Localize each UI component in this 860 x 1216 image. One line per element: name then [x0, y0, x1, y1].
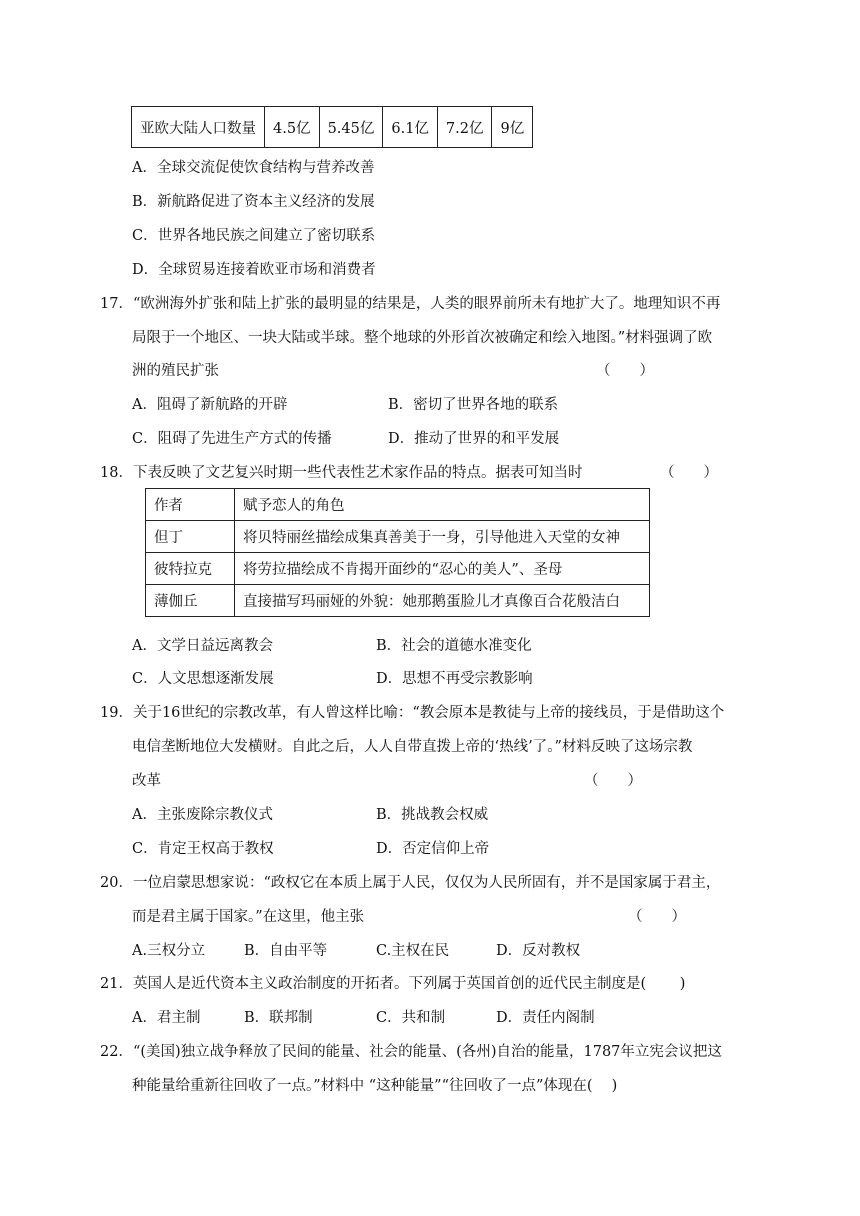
q20-option-d: D．反对教权: [496, 943, 581, 959]
q17-option-d: D．推动了世界的和平发展: [388, 431, 560, 447]
q18-option-b: B．社会的道德水准变化: [376, 638, 532, 654]
q18-answer-paren: （ ）: [660, 465, 718, 481]
table-header-cell: 作者: [146, 489, 235, 521]
q19-option-c: C．肯定王权高于教权: [132, 841, 274, 857]
q18-option-c: C．人文思想逐渐发展: [132, 671, 274, 687]
q19-stem-line: 电信垄断地位大发横财。自此之后，人人自带直拨上帝的‘热线’了。”材料反映了这场宗教: [132, 739, 693, 755]
q16-option-b: B．新航路促进了资本主义经济的发展: [132, 194, 375, 210]
table-row: [146, 585, 650, 617]
q19-option-d: D．否定信仰上帝: [376, 841, 490, 857]
q18-option-d: D．思想不再受宗教影响: [376, 671, 533, 687]
table-cell: 7.2亿: [437, 107, 492, 148]
population-table: [131, 106, 533, 148]
q21-option-c: C．共和制: [376, 1010, 446, 1026]
table-cell: 4.5亿: [265, 107, 320, 148]
q17-answer-paren: （ ）: [596, 363, 654, 379]
q18-stem: 18．下表反映了文艺复兴时期一些代表性艺术家作品的特点。据表可知当时: [100, 465, 583, 481]
table-cell: 将劳拉描绘成不肯揭开面纱的“忍心的美人”、圣母: [235, 553, 650, 585]
q17-stem-line: 局限于一个地区、一块大陆或半球。整个地球的外形首次被确定和绘入地图。”材料强调了欧: [132, 330, 713, 346]
q19-stem-line: 19．关于16世纪的宗教改革，有人曾这样比喻：“教会原本是教徒与上帝的接线员，于是借助这个: [100, 705, 725, 721]
q17-stem-line: 17．“欧洲海外扩张和陆上扩张的最明显的结果是，人类的眼界前所未有地扩大了。地理知识不再: [100, 296, 721, 312]
q22-stem-line: 22．“(美国)独立战争释放了民间的能量、社会的能量、(各州)自治的能量，1787年立宪会议把这: [100, 1044, 722, 1060]
table-row: [146, 553, 650, 585]
q19-stem-line: 改革: [132, 773, 161, 789]
q17-option-c: C．阻碍了先进生产方式的传播: [132, 431, 332, 447]
q19-option-a: A．主张废除宗教仪式: [132, 807, 273, 823]
q17-option-b: B．密切了世界各地的联系: [388, 397, 559, 413]
q21-option-a: A．君主制: [132, 1010, 201, 1026]
q20-stem-line: 20．一位启蒙思想家说：“政权它在本质上属于人民，仅仅为人民所固有，并不是国家属于君主，: [100, 875, 721, 891]
q20-answer-paren: （ ）: [628, 909, 686, 925]
table-cell: 将贝特丽丝描绘成集真善美于一身，引导他进入天堂的女神: [235, 521, 650, 553]
renaissance-table: [145, 488, 650, 617]
q21-option-d: D．责任内阁制: [496, 1010, 595, 1026]
table-cell: 薄伽丘: [146, 585, 235, 617]
q21-stem: 21．英国人是近代资本主义政治制度的开拓者。下列属于英国首创的近代民主制度是( ): [100, 976, 686, 992]
table-cell: 亚欧大陆人口数量: [132, 107, 265, 148]
table-row: [132, 107, 533, 148]
q20-option-b: B．自由平等: [244, 943, 328, 959]
table-row: [146, 489, 650, 521]
q20-option-c: C.主权在民: [376, 943, 450, 959]
table-cell: 直接描写玛丽娅的外貌：她那鹅蛋脸儿才真像百合花般洁白: [235, 585, 650, 617]
table-cell: 6.1亿: [383, 107, 438, 148]
table-cell: 5.45亿: [319, 107, 383, 148]
q20-option-a: A.三权分立: [132, 943, 206, 959]
q17-option-a: A．阻碍了新航路的开辟: [132, 397, 288, 413]
table-row: [146, 521, 650, 553]
q19-option-b: B．挑战教会权威: [376, 807, 489, 823]
q19-answer-paren: （ ）: [584, 773, 642, 789]
table-cell: 但丁: [146, 521, 235, 553]
q17-stem-line: 洲的殖民扩张: [132, 363, 219, 379]
q16-option-a: A．全球交流促使饮食结构与营养改善: [132, 160, 375, 176]
q18-option-a: A．文学日益远离教会: [132, 638, 273, 654]
q21-option-b: B．联邦制: [244, 1010, 313, 1026]
table-cell: 9亿: [492, 107, 533, 148]
q20-stem-line: 而是君主属于国家。”在这里，他主张: [132, 909, 365, 925]
q22-stem-line: 种能量给重新往回收了一点。”材料中 “这种能量”“往回收了一点”体现在( ): [132, 1078, 618, 1094]
q16-option-c: C．世界各地民族之间建立了密切联系: [132, 228, 376, 244]
table-header-cell: 赋予恋人的角色: [235, 489, 650, 521]
table-cell: 彼特拉克: [146, 553, 235, 585]
q16-option-d: D．全球贸易连接着欧亚市场和消费者: [132, 262, 376, 278]
